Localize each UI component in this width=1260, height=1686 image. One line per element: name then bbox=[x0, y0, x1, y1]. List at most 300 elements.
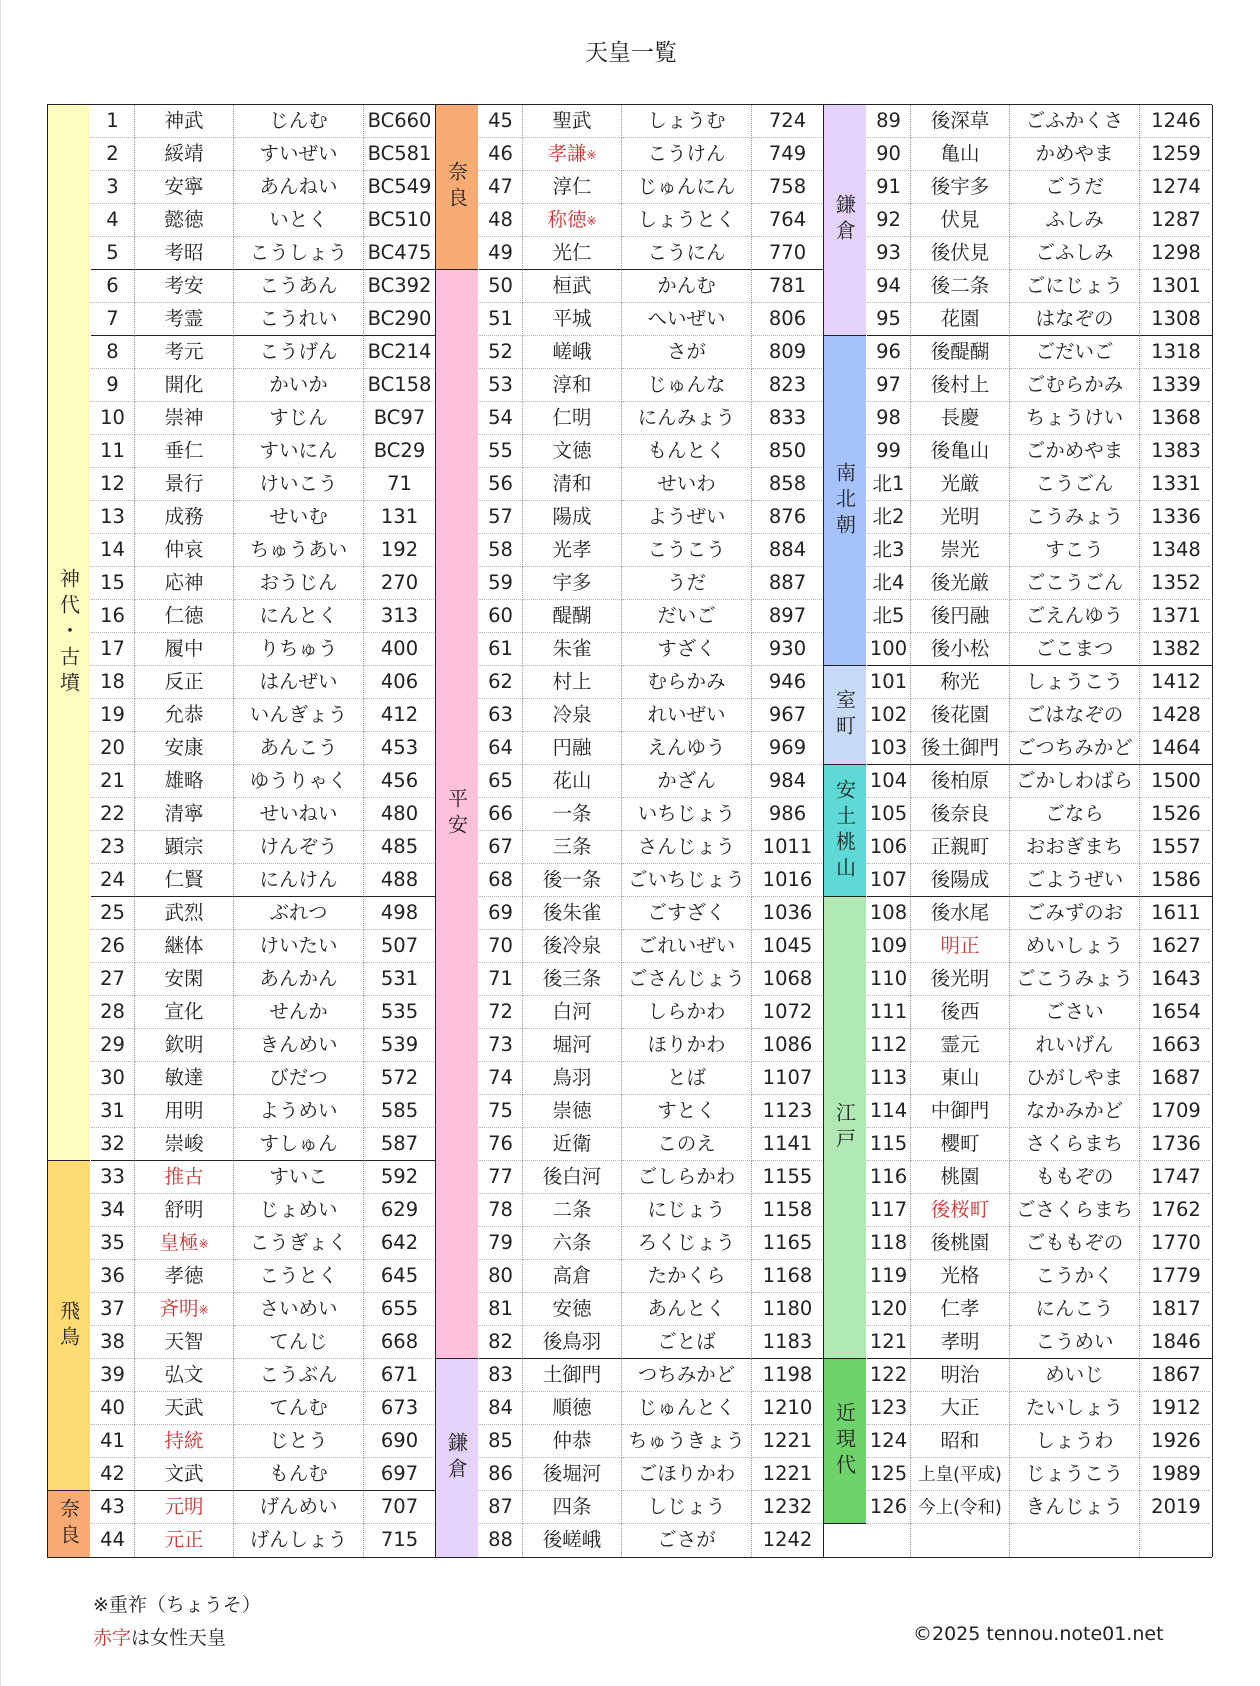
emperor-reading: こうれい bbox=[259, 307, 338, 330]
emperor-number: 北5 bbox=[872, 604, 905, 627]
accession-year: 1298 bbox=[1151, 241, 1201, 264]
accession-year: 986 bbox=[768, 802, 807, 825]
accession-year-cell bbox=[752, 864, 824, 897]
emperor-reading-cell bbox=[234, 996, 364, 1029]
accession-year: 1011 bbox=[762, 835, 813, 858]
accession-year: 1155 bbox=[762, 1165, 813, 1188]
emperor-number-cell bbox=[479, 897, 523, 930]
emperor-name-cell bbox=[135, 1062, 234, 1095]
emperor-number: 52 bbox=[488, 340, 513, 363]
emperor-name-cell bbox=[523, 204, 622, 237]
emperor-name-cell bbox=[911, 1227, 1010, 1260]
accession-year: 1368 bbox=[1151, 406, 1201, 429]
emperor-name-cell bbox=[911, 864, 1010, 897]
emperor-number-cell bbox=[867, 534, 911, 567]
emperor-reading-cell bbox=[622, 1194, 752, 1227]
emperor-name: 明治 bbox=[940, 1363, 980, 1386]
emperor-name-cell bbox=[911, 204, 1010, 237]
emperor-number: 11 bbox=[100, 439, 125, 462]
emperor-name-cell bbox=[135, 798, 234, 831]
emperor-number: 60 bbox=[488, 604, 513, 627]
era-label: 南北朝 bbox=[832, 461, 857, 540]
accession-year-cell bbox=[364, 864, 436, 897]
emperor-name: 仲哀 bbox=[164, 538, 204, 561]
emperor-name-cell bbox=[911, 930, 1010, 963]
emperor-number-cell bbox=[479, 1128, 523, 1161]
emperor-name: 光明 bbox=[940, 505, 980, 528]
accession-year: 1770 bbox=[1151, 1231, 1201, 1254]
emperor-number: 67 bbox=[488, 835, 513, 858]
emperor-number-cell bbox=[479, 171, 523, 204]
emperor-reading-cell bbox=[1010, 336, 1140, 369]
emperor-reading: てんじ bbox=[269, 1330, 328, 1353]
emperor-reading: にんけん bbox=[259, 868, 338, 891]
emperor-reading-cell bbox=[234, 270, 364, 303]
emperor-reading-cell bbox=[234, 468, 364, 501]
accession-year-cell bbox=[364, 1326, 436, 1359]
emperor-name-cell bbox=[135, 1260, 234, 1293]
emperor-reading: ごこうみょう bbox=[1015, 967, 1133, 990]
accession-year-cell bbox=[752, 996, 824, 1029]
table-row bbox=[867, 600, 1213, 633]
emperor-reading: こうけん bbox=[647, 142, 726, 165]
emperor-name-cell bbox=[911, 1293, 1010, 1326]
accession-year: 507 bbox=[380, 934, 419, 957]
table-row bbox=[867, 1227, 1213, 1260]
emperor-number-cell bbox=[91, 864, 135, 897]
emperor-number: 76 bbox=[488, 1132, 513, 1155]
emperor-reading: えんゆう bbox=[647, 736, 726, 759]
accession-year: 539 bbox=[380, 1033, 419, 1056]
accession-year: 1036 bbox=[762, 901, 813, 924]
emperor-reading: ごかめやま bbox=[1025, 439, 1124, 462]
emperor-number: 56 bbox=[488, 472, 513, 495]
emperor-reading-cell bbox=[1010, 1227, 1140, 1260]
emperor-reading: しらかわ bbox=[647, 1000, 726, 1023]
emperor-reading-cell bbox=[1010, 996, 1140, 1029]
emperor-number: 79 bbox=[488, 1231, 513, 1254]
emperor-reading-cell bbox=[622, 468, 752, 501]
emperor-number: 46 bbox=[488, 142, 513, 165]
accession-year: 71 bbox=[387, 472, 412, 495]
accession-year: 1198 bbox=[762, 1363, 813, 1386]
emperor-reading-cell bbox=[622, 534, 752, 567]
era-band bbox=[823, 1359, 866, 1524]
accession-year-cell bbox=[752, 435, 824, 468]
emperor-number-cell bbox=[479, 765, 523, 798]
emperor-name-cell bbox=[523, 864, 622, 897]
emperor-number: 16 bbox=[100, 604, 125, 627]
emperor-name: 花山 bbox=[552, 769, 592, 792]
accession-year: 1383 bbox=[1151, 439, 1201, 462]
emperor-number-cell bbox=[479, 996, 523, 1029]
emperor-name: 斉明 bbox=[159, 1297, 199, 1320]
table-row bbox=[479, 831, 824, 864]
accession-year-cell bbox=[364, 501, 436, 534]
emperor-reading-cell bbox=[1010, 468, 1140, 501]
emperor-number: 18 bbox=[100, 670, 125, 693]
table-row bbox=[91, 996, 436, 1029]
emperor-number-cell bbox=[91, 435, 135, 468]
emperor-reading-cell bbox=[234, 402, 364, 435]
emperor-name-cell bbox=[523, 963, 622, 996]
emperor-reading-cell bbox=[1010, 204, 1140, 237]
era-band bbox=[47, 1161, 90, 1491]
emperor-name: 白河 bbox=[552, 1000, 592, 1023]
emperor-reading-cell bbox=[622, 1062, 752, 1095]
emperor-name: 考元 bbox=[164, 340, 204, 363]
table-row bbox=[479, 600, 824, 633]
emperor-reading: れいぜい bbox=[647, 703, 726, 726]
emperor-number: 20 bbox=[100, 736, 125, 759]
emperor-number: 104 bbox=[869, 769, 908, 792]
emperor-name: 開化 bbox=[164, 373, 204, 396]
emperor-reading-cell bbox=[1010, 765, 1140, 798]
emperor-reading: すじん bbox=[269, 406, 328, 429]
emperor-number: 125 bbox=[869, 1462, 908, 1485]
table-row bbox=[867, 171, 1213, 204]
accession-year-cell bbox=[1140, 963, 1213, 996]
emperor-reading: ごふかくさ bbox=[1025, 109, 1124, 132]
emperor-number: 108 bbox=[869, 901, 908, 924]
accession-year-cell bbox=[752, 303, 824, 336]
emperor-reading: むらかみ bbox=[647, 670, 726, 693]
emperor-reading-cell bbox=[1010, 1524, 1140, 1557]
emperor-name-cell bbox=[911, 1326, 1010, 1359]
emperor-number-cell bbox=[91, 1227, 135, 1260]
accession-year-cell bbox=[364, 336, 436, 369]
accession-year-cell bbox=[364, 303, 436, 336]
emperor-name-cell bbox=[523, 1392, 622, 1425]
emperor-number-cell bbox=[867, 1458, 911, 1491]
table-row bbox=[91, 204, 436, 237]
accession-year: 655 bbox=[380, 1297, 419, 1320]
emperor-reading: このえ bbox=[657, 1132, 716, 1155]
table-row bbox=[867, 765, 1213, 798]
accession-year-cell bbox=[1140, 699, 1213, 732]
table-row bbox=[91, 402, 436, 435]
accession-year-cell bbox=[1140, 270, 1213, 303]
emperor-name-cell bbox=[523, 666, 622, 699]
emperor-number: 70 bbox=[488, 934, 513, 957]
table-row bbox=[91, 534, 436, 567]
emperor-name-cell bbox=[911, 1029, 1010, 1062]
emperor-name: 淳仁 bbox=[552, 175, 592, 198]
era-label: 平安 bbox=[444, 788, 469, 840]
emperor-name: 推古 bbox=[164, 1165, 204, 1188]
emperor-number: 48 bbox=[488, 208, 513, 231]
emperor-reading-cell bbox=[622, 1293, 752, 1326]
accession-year-cell bbox=[364, 171, 436, 204]
accession-year-cell bbox=[1140, 501, 1213, 534]
emperor-number: 50 bbox=[488, 274, 513, 297]
accession-year: 587 bbox=[380, 1132, 419, 1155]
accession-year: 192 bbox=[380, 538, 419, 561]
emperor-number-cell bbox=[479, 1458, 523, 1491]
accession-year-cell bbox=[1140, 1293, 1213, 1326]
table-row bbox=[867, 369, 1213, 402]
accession-year-cell bbox=[1140, 1095, 1213, 1128]
emperor-name: 垂仁 bbox=[164, 439, 204, 462]
accession-year: 1428 bbox=[1151, 703, 1201, 726]
emperor-reading-cell bbox=[622, 1392, 752, 1425]
emperor-reading-cell bbox=[1010, 1458, 1140, 1491]
emperor-reading: ごすざく bbox=[647, 901, 726, 924]
emperor-number-cell bbox=[479, 1260, 523, 1293]
accession-year-cell bbox=[752, 1524, 824, 1557]
emperor-name-cell bbox=[911, 963, 1010, 996]
table-row bbox=[479, 930, 824, 963]
emperor-name: 持統 bbox=[164, 1429, 204, 1452]
emperor-number-cell bbox=[91, 1425, 135, 1458]
emperor-name-cell bbox=[135, 1425, 234, 1458]
table-row bbox=[479, 1491, 824, 1524]
emperor-reading: ごももぞの bbox=[1025, 1231, 1124, 1254]
emperor-reading: ごなら bbox=[1045, 802, 1104, 825]
emperor-number-cell bbox=[91, 1491, 135, 1524]
emperor-reading: じょめい bbox=[259, 1198, 338, 1221]
accession-year-cell bbox=[364, 765, 436, 798]
emperor-name: 後一条 bbox=[542, 868, 602, 891]
table-row bbox=[479, 567, 824, 600]
emperor-reading-cell bbox=[1010, 1359, 1140, 1392]
emperor-reading: ごむらかみ bbox=[1025, 373, 1124, 396]
table-row bbox=[91, 1491, 436, 1524]
accession-year: BC549 bbox=[367, 175, 432, 198]
emperor-name-cell bbox=[523, 171, 622, 204]
emperor-name-cell bbox=[135, 435, 234, 468]
emperor-name-cell bbox=[911, 534, 1010, 567]
emperor-number-cell bbox=[91, 1128, 135, 1161]
accession-year-cell bbox=[364, 270, 436, 303]
table-row bbox=[479, 1062, 824, 1095]
table-row bbox=[91, 1425, 436, 1458]
emperor-number-cell bbox=[867, 633, 911, 666]
emperor-name-cell bbox=[911, 1062, 1010, 1095]
emperor-reading-cell bbox=[234, 1359, 364, 1392]
emperor-number: 12 bbox=[100, 472, 125, 495]
emperor-reading-cell bbox=[1010, 402, 1140, 435]
emperor-name-cell bbox=[523, 600, 622, 633]
table-row bbox=[479, 963, 824, 996]
table-row bbox=[867, 1392, 1213, 1425]
emperor-number: 41 bbox=[100, 1429, 125, 1452]
emperor-number: 34 bbox=[100, 1198, 125, 1221]
emperor-reading: ごつちみかど bbox=[1016, 736, 1133, 759]
era-band bbox=[435, 270, 478, 1359]
table-row bbox=[867, 1359, 1213, 1392]
accession-year: 1352 bbox=[1151, 571, 1201, 594]
emperor-name-cell bbox=[523, 798, 622, 831]
accession-year: 131 bbox=[380, 505, 419, 528]
emperor-reading: ごさくらまち bbox=[1015, 1198, 1133, 1221]
accession-year: BC581 bbox=[367, 142, 432, 165]
emperor-reading: ごかしわばら bbox=[1015, 769, 1133, 792]
accession-year-cell bbox=[1140, 1161, 1213, 1194]
accession-year: 480 bbox=[380, 802, 419, 825]
table-row bbox=[479, 336, 824, 369]
table-row bbox=[867, 798, 1213, 831]
table-row bbox=[91, 930, 436, 963]
emperor-name: 文武 bbox=[164, 1462, 204, 1485]
emperor-number-cell bbox=[479, 303, 523, 336]
emperor-reading-cell bbox=[234, 138, 364, 171]
emperor-reading: うだ bbox=[666, 571, 706, 594]
table-row bbox=[867, 270, 1213, 303]
emperor-name: 冷泉 bbox=[552, 703, 592, 726]
accession-year: 1643 bbox=[1151, 967, 1201, 990]
emperor-reading: たいしょう bbox=[1025, 1396, 1124, 1419]
emperor-name: 安閑 bbox=[164, 967, 204, 990]
table-row bbox=[479, 468, 824, 501]
emperor-table-column-2 bbox=[435, 104, 823, 1558]
emperor-reading: れいげん bbox=[1035, 1033, 1114, 1056]
emperor-name-cell bbox=[135, 864, 234, 897]
accession-year: 1336 bbox=[1151, 505, 1201, 528]
accession-year-cell bbox=[364, 204, 436, 237]
emperor-reading: けんぞう bbox=[259, 835, 338, 858]
accession-year: 724 bbox=[768, 109, 807, 132]
accession-year: 1210 bbox=[762, 1396, 813, 1419]
accession-year-cell bbox=[364, 1062, 436, 1095]
emperor-number-cell bbox=[479, 204, 523, 237]
emperor-reading-cell bbox=[622, 996, 752, 1029]
emperor-name: 東山 bbox=[940, 1066, 980, 1089]
table-row bbox=[479, 501, 824, 534]
emperor-number-cell bbox=[91, 1392, 135, 1425]
emperor-name: 淳和 bbox=[552, 373, 592, 396]
emperor-number: 63 bbox=[488, 703, 513, 726]
accession-year-cell bbox=[364, 831, 436, 864]
accession-year-cell bbox=[752, 1029, 824, 1062]
emperor-name: 後二条 bbox=[930, 274, 990, 297]
table-row bbox=[91, 468, 436, 501]
emperor-name-cell bbox=[135, 369, 234, 402]
accession-year-cell bbox=[752, 336, 824, 369]
accession-year: 1183 bbox=[762, 1330, 813, 1353]
emperor-number-cell bbox=[91, 237, 135, 270]
emperor-number-cell bbox=[867, 1161, 911, 1194]
emperor-name: 崇神 bbox=[164, 406, 204, 429]
emperor-number: 19 bbox=[100, 703, 125, 726]
emperor-number-cell bbox=[479, 567, 523, 600]
emperor-reading: しょうこう bbox=[1025, 670, 1124, 693]
accession-year-cell bbox=[752, 105, 824, 138]
emperor-reading: さくらまち bbox=[1025, 1132, 1124, 1155]
accession-year: 1846 bbox=[1151, 1330, 1201, 1353]
emperor-number-cell bbox=[479, 369, 523, 402]
emperor-name: 上皇(平成) bbox=[918, 1465, 1002, 1485]
emperor-reading-cell bbox=[1010, 105, 1140, 138]
emperor-reading-cell bbox=[622, 1161, 752, 1194]
emperor-number: 88 bbox=[488, 1528, 513, 1551]
accession-year: 749 bbox=[768, 142, 807, 165]
emperor-number: 31 bbox=[100, 1099, 125, 1122]
emperor-name: 後水尾 bbox=[930, 901, 990, 924]
accession-year-cell bbox=[752, 1326, 824, 1359]
table-row bbox=[91, 1392, 436, 1425]
emperor-name-cell bbox=[911, 1458, 1010, 1491]
table-row bbox=[479, 138, 824, 171]
emperor-number-cell bbox=[91, 204, 135, 237]
accession-year: 1526 bbox=[1151, 802, 1201, 825]
table-row bbox=[479, 402, 824, 435]
emperor-reading: おうじん bbox=[259, 571, 338, 594]
accession-year-cell bbox=[1140, 138, 1213, 171]
emperor-reading: ようめい bbox=[259, 1099, 338, 1122]
accession-year-cell bbox=[1140, 1392, 1213, 1425]
accession-year: 1627 bbox=[1151, 934, 1201, 957]
emperor-reading: じとう bbox=[269, 1429, 328, 1452]
emperor-name-cell bbox=[135, 1227, 234, 1260]
emperor-reading: はんぜい bbox=[259, 670, 338, 693]
choso-mark: ※ bbox=[198, 1303, 209, 1317]
emperor-name: 一条 bbox=[552, 802, 592, 825]
emperor-number: 32 bbox=[100, 1132, 125, 1155]
emperor-reading: さいめい bbox=[259, 1297, 338, 1320]
table-row bbox=[479, 1227, 824, 1260]
accession-year-cell bbox=[364, 600, 436, 633]
accession-year-cell bbox=[364, 468, 436, 501]
emperor-number-cell bbox=[479, 1062, 523, 1095]
accession-year: 1747 bbox=[1151, 1165, 1201, 1188]
emperor-name-cell bbox=[523, 270, 622, 303]
emperor-number-cell bbox=[867, 1326, 911, 1359]
emperor-name-cell bbox=[135, 600, 234, 633]
accession-year: 585 bbox=[380, 1099, 419, 1122]
emperor-reading-cell bbox=[622, 1326, 752, 1359]
emperor-name: 清和 bbox=[552, 472, 592, 495]
emperor-name: 円融 bbox=[552, 736, 592, 759]
table-row bbox=[479, 765, 824, 798]
accession-year-cell bbox=[364, 1293, 436, 1326]
emperor-number: 44 bbox=[100, 1528, 125, 1551]
emperor-name: 後光明 bbox=[930, 967, 990, 990]
emperor-number-cell bbox=[867, 303, 911, 336]
emperor-name-cell bbox=[911, 600, 1010, 633]
emperor-number-cell bbox=[91, 996, 135, 1029]
emperor-name-cell bbox=[135, 138, 234, 171]
emperor-name-cell bbox=[523, 1524, 622, 1557]
emperor-number: 62 bbox=[488, 670, 513, 693]
emperor-number: 117 bbox=[869, 1198, 908, 1221]
emperor-number: 39 bbox=[100, 1363, 125, 1386]
emperor-name: 後嵯峨 bbox=[542, 1528, 602, 1551]
accession-year: 1259 bbox=[1151, 142, 1201, 165]
emperor-name-cell bbox=[135, 1161, 234, 1194]
accession-year-cell bbox=[1140, 171, 1213, 204]
emperor-name: 継体 bbox=[164, 934, 204, 957]
emperor-name-cell bbox=[523, 567, 622, 600]
accession-year-cell bbox=[1140, 1227, 1213, 1260]
emperor-number: 37 bbox=[100, 1297, 125, 1320]
emperor-name: 二条 bbox=[552, 1198, 592, 1221]
table-row bbox=[867, 204, 1213, 237]
table-row bbox=[867, 732, 1213, 765]
era-label: 神代・古墳 bbox=[56, 567, 81, 698]
emperor-reading: ごほりかわ bbox=[637, 1462, 736, 1485]
emperor-reading: こうこう bbox=[647, 538, 726, 561]
accession-year: 758 bbox=[768, 175, 807, 198]
emperor-number-cell bbox=[867, 237, 911, 270]
emperor-name-cell bbox=[911, 831, 1010, 864]
accession-year: 1654 bbox=[1151, 1000, 1201, 1023]
accession-year: 1779 bbox=[1151, 1264, 1201, 1287]
emperor-reading-cell bbox=[234, 1095, 364, 1128]
emperor-reading: ごうだ bbox=[1045, 175, 1104, 198]
accession-year-cell bbox=[752, 666, 824, 699]
table-row bbox=[91, 633, 436, 666]
